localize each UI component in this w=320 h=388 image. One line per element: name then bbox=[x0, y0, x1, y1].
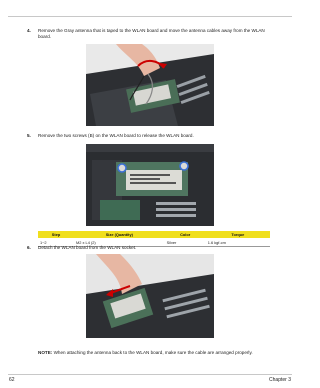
step-5 bbox=[27, 133, 272, 139]
col-header-step: Step bbox=[38, 231, 74, 238]
col-header-color: Color bbox=[165, 231, 206, 238]
photo-detach-board bbox=[86, 254, 214, 338]
footer-rule bbox=[8, 374, 292, 375]
cell-size: M2 x L4 (2) bbox=[74, 238, 165, 246]
note bbox=[38, 350, 278, 356]
note-label: NOTE: bbox=[38, 350, 53, 355]
cell-step: 1~2 bbox=[38, 238, 74, 246]
step-6 bbox=[27, 245, 272, 251]
page-number: 62 bbox=[9, 377, 15, 383]
cell-torque: 1.6 kgf-cm bbox=[206, 238, 270, 246]
step-4-text: Remove the Gray antenna that is taped to the WLAN board and move the antenna cables away from the WLAN board. bbox=[38, 28, 265, 40]
step-4-number: 4. bbox=[27, 28, 31, 33]
header-rule bbox=[8, 16, 292, 17]
col-header-size: Size (Quantity) bbox=[74, 231, 165, 238]
step-5-number: 5. bbox=[27, 133, 31, 138]
cell-color: Silver bbox=[165, 238, 206, 246]
chapter-label: Chapter 3 bbox=[269, 377, 291, 383]
note-text: When attaching the antenna back to the WLAN board, make sure the cable are arranged properly. bbox=[53, 350, 253, 355]
photo-remove-screws bbox=[86, 144, 214, 226]
col-header-torque: Torque bbox=[206, 231, 270, 238]
step-6-number: 6. bbox=[27, 245, 31, 250]
step-6-text: Detach the WLAN board from the WLAN socket. bbox=[38, 245, 137, 250]
step-5-text: Remove the two screws (B) on the WLAN board to release the WLAN board. bbox=[38, 133, 194, 138]
step-4 bbox=[27, 28, 272, 40]
photo-remove-antenna bbox=[86, 44, 214, 126]
table-header-row bbox=[38, 231, 270, 238]
